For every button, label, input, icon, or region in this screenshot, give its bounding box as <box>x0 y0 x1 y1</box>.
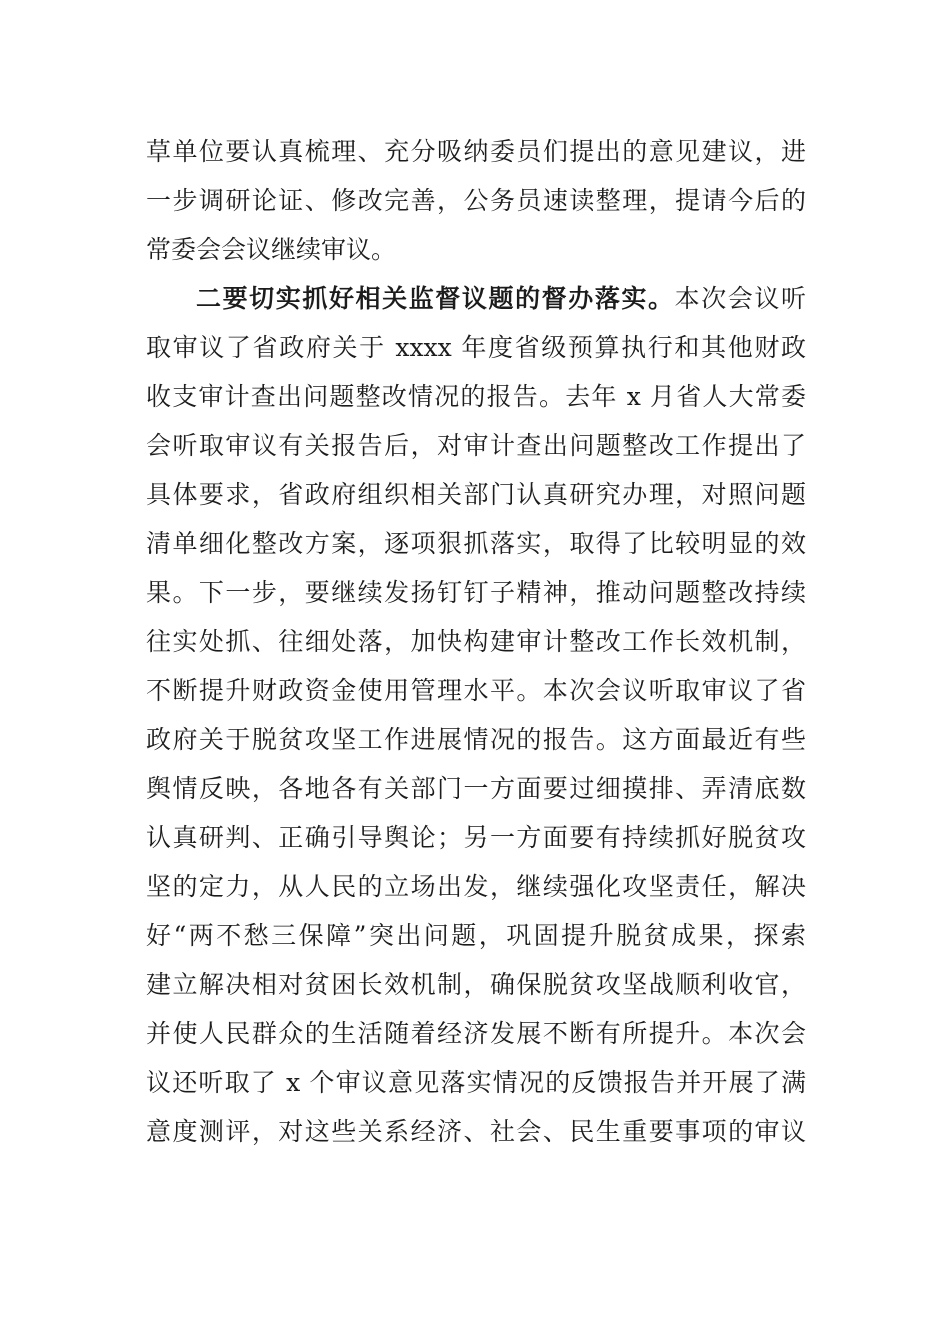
text-line: 往实处抓、往细处落，加快构建审计整改工作长效机制， <box>146 627 806 656</box>
text-line: 好“两不愁三保障”突出问题，巩固提升脱贫成果，探索 <box>146 921 806 950</box>
text-span: 本次会议听 <box>674 284 806 313</box>
text-line: 常委会会议继续审议。 <box>146 235 397 264</box>
text-line: 果。下一步，要继续发扬钉钉子精神，推动问题整改持续 <box>146 578 806 607</box>
text-line: 建立解决相对贫困长效机制，确保脱贫攻坚战顺利收官， <box>146 970 806 999</box>
text-line: 意度测评，对这些关系经济、社会、民生重要事项的审议 <box>146 1117 806 1146</box>
text-line: 取审议了省政府关于 xxxx 年度省级预算执行和其他财政 <box>146 333 806 362</box>
text-line: 收支审计查出问题整改情况的报告。去年 x 月省人大常委 <box>146 382 806 411</box>
text-line: 政府关于脱贫攻坚工作进展情况的报告。这方面最近有些 <box>146 725 806 754</box>
text-line: 具体要求，省政府组织相关部门认真研究办理，对照问题 <box>146 480 806 509</box>
document-body <box>146 127 806 1156</box>
text-line: 坚的定力，从人民的立场出发，继续强化攻坚责任，解决 <box>146 872 806 901</box>
paragraph-2 <box>146 274 806 1156</box>
text-line: 认真研判、正确引导舆论；另一方面要有持续抓好脱贫攻 <box>146 823 806 852</box>
text-line: 草单位要认真梳理、充分吸纳委员们提出的意见建议，进 <box>146 137 806 166</box>
paragraph-1 <box>146 127 806 274</box>
text-line: 议还听取了 x 个审议意见落实情况的反馈报告并开展了满 <box>146 1068 806 1097</box>
text-line: 会听取审议有关报告后，对审计查出问题整改工作提出了 <box>146 431 806 460</box>
text-line: 清单细化整改方案，逐项狠抓落实，取得了比较明显的效 <box>146 529 806 558</box>
text-line: 一步调研论证、修改完善，公务员速读整理，提请今后的 <box>146 186 806 215</box>
paragraph-first-line <box>146 274 806 323</box>
text-line: 舆情反映，各地各有关部门一方面要过细摸排、弄清底数 <box>146 774 806 803</box>
text-line: 并使人民群众的生活随着经济发展不断有所提升。本次会 <box>146 1019 806 1048</box>
text-line: 不断提升财政资金使用管理水平。本次会议听取审议了省 <box>146 676 806 705</box>
paragraph-heading: 二要切实抓好相关监督议题的督办落实。 <box>196 284 675 313</box>
